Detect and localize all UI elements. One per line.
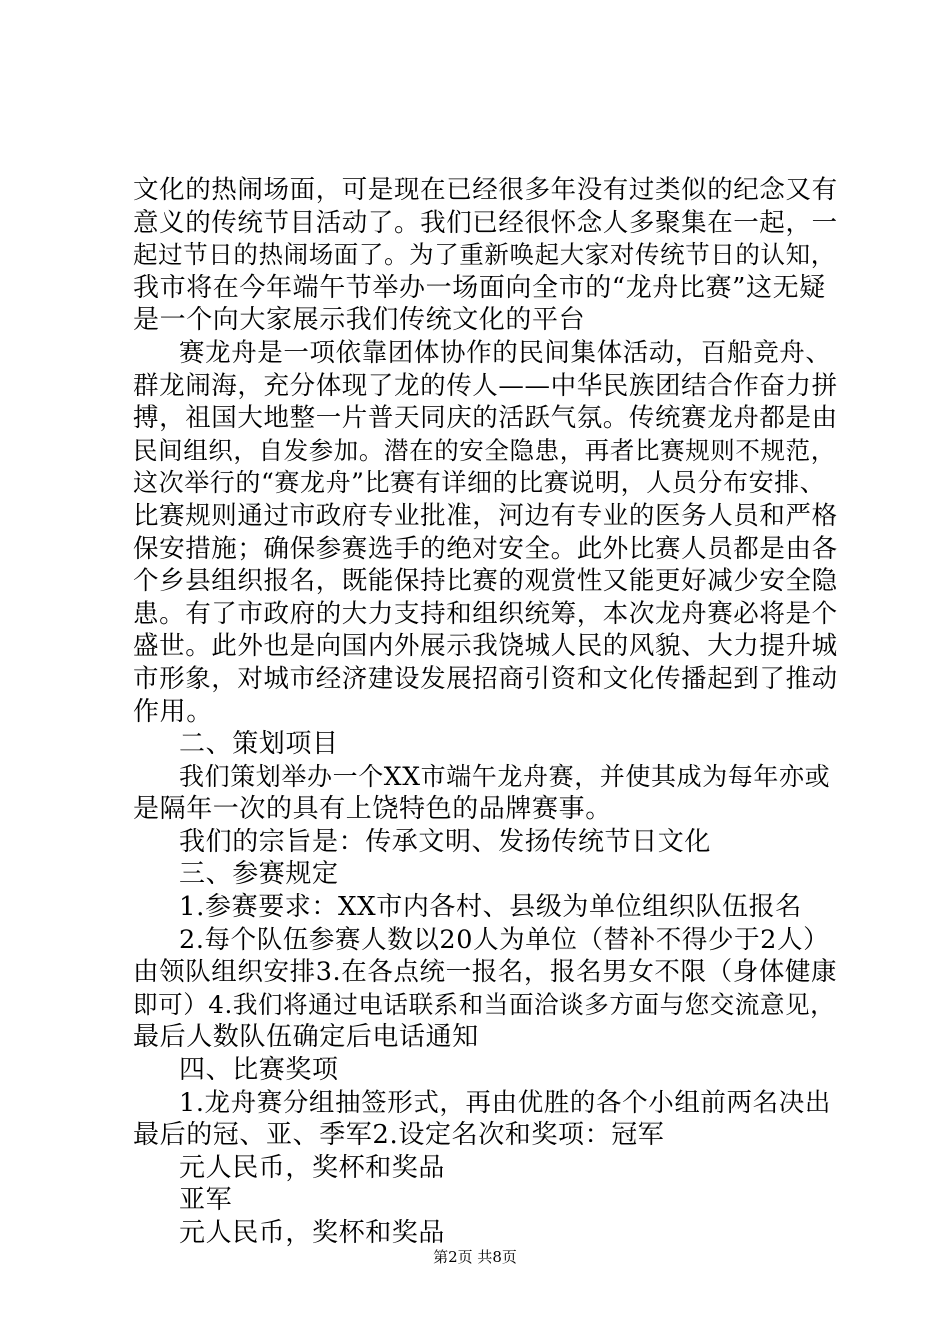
text-line: 起过节日的热闹场面了。为了重新唤起大家对传统节日的认知， bbox=[133, 240, 836, 270]
text-line: 最后人数队伍确定后电话通知 bbox=[133, 1022, 479, 1053]
text-line: 搏，祖国大地整一片普天同庆的活跃气氛。传统赛龙舟都是由 bbox=[133, 403, 838, 434]
text-line: 文化的热闹场面，可是现在已经很多年没有过类似的纪念又有 bbox=[133, 175, 838, 205]
text-line: 盛世。此外也是向国内外展示我饶城人民的风貌、大力提升城 bbox=[133, 631, 838, 662]
text-line: 二、策划项目 bbox=[179, 729, 339, 760]
text-line: 市形象，对城市经济建设发展招商引资和文化传播起到了推动 bbox=[133, 663, 838, 694]
text-line: 我市将在今年端午节举办一场面向全市的“龙舟比赛”这无疑 bbox=[133, 272, 826, 303]
text-line: 即可）4.我们将通过电话联系和当面洽谈多方面与您交流意见， bbox=[133, 989, 836, 1019]
text-line: 作用。 bbox=[133, 696, 213, 727]
text-line: 比赛规则通过市政府专业批准，河边有专业的医务人员和严格 bbox=[133, 500, 838, 531]
text-line: 群龙闹海，充分体现了龙的传人——中华民族团结合作奋力拼 bbox=[133, 370, 838, 401]
text-line: 元人民币，奖杯和奖品 bbox=[179, 1218, 446, 1248]
text-line: 赛龙舟是一项依靠团体协作的民间集体活动，百船竞舟、 bbox=[179, 337, 832, 368]
text-line: 由领队组织安排3.在各点统一报名，报名男女不限（身体健康 bbox=[133, 957, 838, 988]
text-line: 我们的宗旨是：传承文明、发扬传统节日文化 bbox=[179, 826, 712, 857]
text-line: 最后的冠、亚、季军2.设定名次和奖项：冠军 bbox=[133, 1120, 665, 1151]
document-body bbox=[133, 174, 838, 1250]
text-line: 1.龙舟赛分组抽签形式，再由优胜的各个小组前两名决出 bbox=[179, 1087, 831, 1118]
page-footer: 第2页 共8页 bbox=[433, 1248, 517, 1266]
text-line: 保安措施；确保参赛选手的绝对安全。此外比赛人员都是由各 bbox=[133, 533, 838, 564]
text-line: 四、比赛奖项 bbox=[179, 1055, 339, 1086]
text-line: 个乡县组织报名，既能保持比赛的观赏性又能更好减少安全隐 bbox=[133, 566, 838, 597]
text-line: 2.每个队伍参赛人数以20人为单位（替补不得少于2人） bbox=[179, 924, 830, 955]
text-line: 元人民币，奖杯和奖品 bbox=[179, 1152, 446, 1183]
text-line: 我们策划举办一个XX市端午龙舟赛，并使其成为每年亦或 bbox=[179, 761, 831, 791]
text-line: 这次举行的“赛龙舟”比赛有详细的比赛说明，人员分布安排、 bbox=[133, 468, 826, 498]
text-line: 1.参赛要求：XX市内各村、县级为单位组织队伍报名 bbox=[179, 892, 802, 923]
text-line: 民间组织，自发参加。潜在的安全隐患，再者比赛规则不规范， bbox=[133, 435, 836, 465]
text-line: 亚军 bbox=[179, 1185, 233, 1216]
text-line: 患。有了市政府的大力支持和组织统筹，本次龙舟赛必将是个 bbox=[133, 598, 838, 629]
text-line: 三、参赛规定 bbox=[179, 859, 339, 890]
text-line: 是隔年一次的具有上饶特色的品牌赛事。 bbox=[133, 794, 612, 825]
text-line: 是一个向大家展示我们传统文化的平台 bbox=[133, 305, 586, 336]
text-line: 意义的传统节目活动了。我们已经很怀念人多聚集在一起，一 bbox=[133, 207, 838, 238]
